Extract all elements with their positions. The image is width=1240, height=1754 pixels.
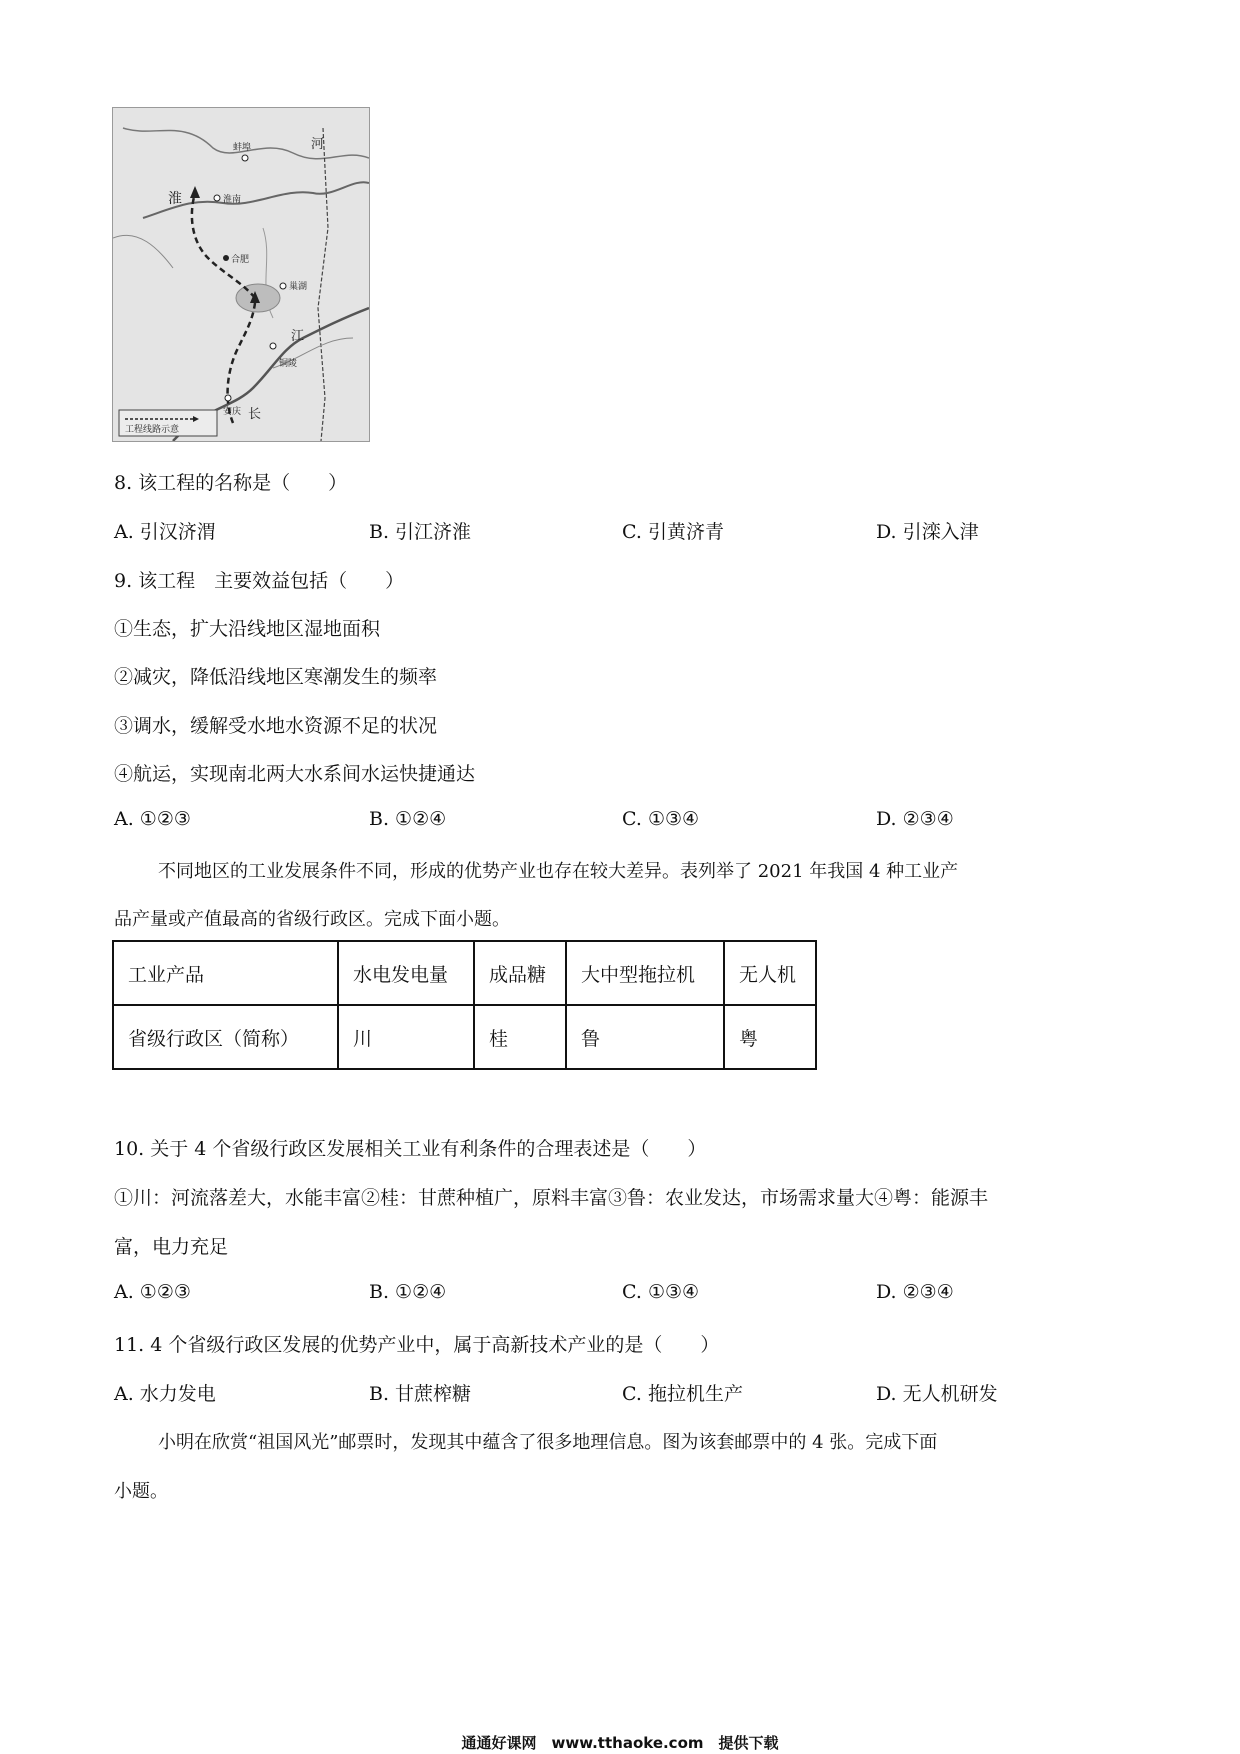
intro2-line2: 小题。 bbox=[114, 1481, 168, 1502]
q11-option-b: B. 甘蔗榨糖 bbox=[369, 1383, 472, 1405]
q9-option-c: C. ①③④ bbox=[622, 808, 700, 830]
page-footer: 通通好课网 www.tthaoke.com 提供下载 bbox=[461, 1734, 779, 1752]
q10-option-c: C. ①③④ bbox=[622, 1281, 700, 1303]
q8-option-c: C. 引黄济青 bbox=[622, 521, 724, 543]
map-label-bengbu: 蚌埠 bbox=[233, 143, 252, 153]
map-label-chang: 长 bbox=[248, 407, 262, 422]
table-row bbox=[113, 1005, 816, 1069]
table-cell: 省级行政区（简称） bbox=[113, 1005, 338, 1069]
q9-item-2: ②减灾，降低沿线地区寒潮发生的频率 bbox=[114, 666, 438, 688]
q10-stem: 10. 关于 4 个省级行政区发展相关工业有利条件的合理表述是（ ） bbox=[114, 1138, 707, 1160]
map-label-tongling: 铜陵 bbox=[279, 359, 298, 369]
q9-item-1: ①生态，扩大沿线地区湿地面积 bbox=[114, 618, 381, 640]
q10-line1: ①川：河流落差大，水能丰富②桂：甘蔗种植广，原料丰富③鲁：农业发达，市场需求量大④粤：能源丰 bbox=[114, 1187, 989, 1209]
industry-table bbox=[112, 940, 817, 1070]
map-label-chaohu: 巢湖 bbox=[289, 282, 308, 292]
q11-option-c: C. 拖拉机生产 bbox=[622, 1383, 743, 1405]
q9-item-3: ③调水，缓解受水地水资源不足的状况 bbox=[114, 715, 438, 737]
q10-option-b: B. ①②④ bbox=[369, 1281, 447, 1303]
table-cell: 水电发电量 bbox=[338, 941, 474, 1005]
table-cell: 无人机 bbox=[724, 941, 816, 1005]
q10-line2: 富，电力充足 bbox=[114, 1236, 229, 1258]
map-label-he: 河 bbox=[311, 137, 325, 152]
table-cell: 工业产品 bbox=[113, 941, 338, 1005]
q9-option-d: D. ②③④ bbox=[876, 808, 954, 830]
q10-option-d: D. ②③④ bbox=[876, 1281, 954, 1303]
q9-item-4: ④航运，实现南北两大水系间水运快捷通达 bbox=[114, 763, 476, 785]
table-cell: 鲁 bbox=[566, 1005, 724, 1069]
intro1-line1: 不同地区的工业发展条件不同，形成的优势产业也存在较大差异。表列举了 2021 年我国 4 种工业产 bbox=[158, 861, 959, 882]
q8-option-d: D. 引滦入津 bbox=[876, 521, 979, 543]
q8-stem: 8. 该工程的名称是（ ） bbox=[114, 472, 348, 494]
intro2-line1: 小明在欣赏“祖国风光”邮票时，发现其中蕴含了很多地理信息。图为该套邮票中的 4 张。完成下面 bbox=[158, 1432, 938, 1453]
map-label-jiang: 江 bbox=[291, 329, 305, 344]
map-legend-label: 工程线路示意 bbox=[125, 425, 180, 435]
map-label-huainan: 淮南 bbox=[223, 195, 242, 205]
intro1-line2: 品产量或产值最高的省级行政区。完成下面小题。 bbox=[114, 909, 510, 930]
project-route-map bbox=[112, 107, 370, 442]
q8-option-a: A. 引汉济渭 bbox=[114, 521, 216, 543]
q11-stem: 11. 4 个省级行政区发展的优势产业中，属于高新技术产业的是（ ） bbox=[114, 1334, 720, 1356]
q11-option-d: D. 无人机研发 bbox=[876, 1383, 998, 1405]
q8-option-b: B. 引江济淮 bbox=[369, 521, 472, 543]
q9-option-a: A. ①②③ bbox=[114, 808, 191, 830]
map-label-huai: 淮 bbox=[168, 191, 182, 207]
q10-option-a: A. ①②③ bbox=[114, 1281, 191, 1303]
table-cell: 川 bbox=[338, 1005, 474, 1069]
table-cell: 粤 bbox=[724, 1005, 816, 1069]
map-label-anqing: 安庆 bbox=[223, 407, 242, 417]
map-svg bbox=[113, 108, 369, 441]
map-label-hefei: 合肥 bbox=[231, 255, 250, 265]
q11-option-a: A. 水力发电 bbox=[114, 1383, 216, 1405]
table-cell: 成品糖 bbox=[474, 941, 566, 1005]
q9-option-b: B. ①②④ bbox=[369, 808, 447, 830]
table-cell: 大中型拖拉机 bbox=[566, 941, 724, 1005]
table-row bbox=[113, 941, 816, 1005]
q9-stem: 9. 该工程 主要效益包括（ ） bbox=[114, 570, 405, 592]
table-cell: 桂 bbox=[474, 1005, 566, 1069]
